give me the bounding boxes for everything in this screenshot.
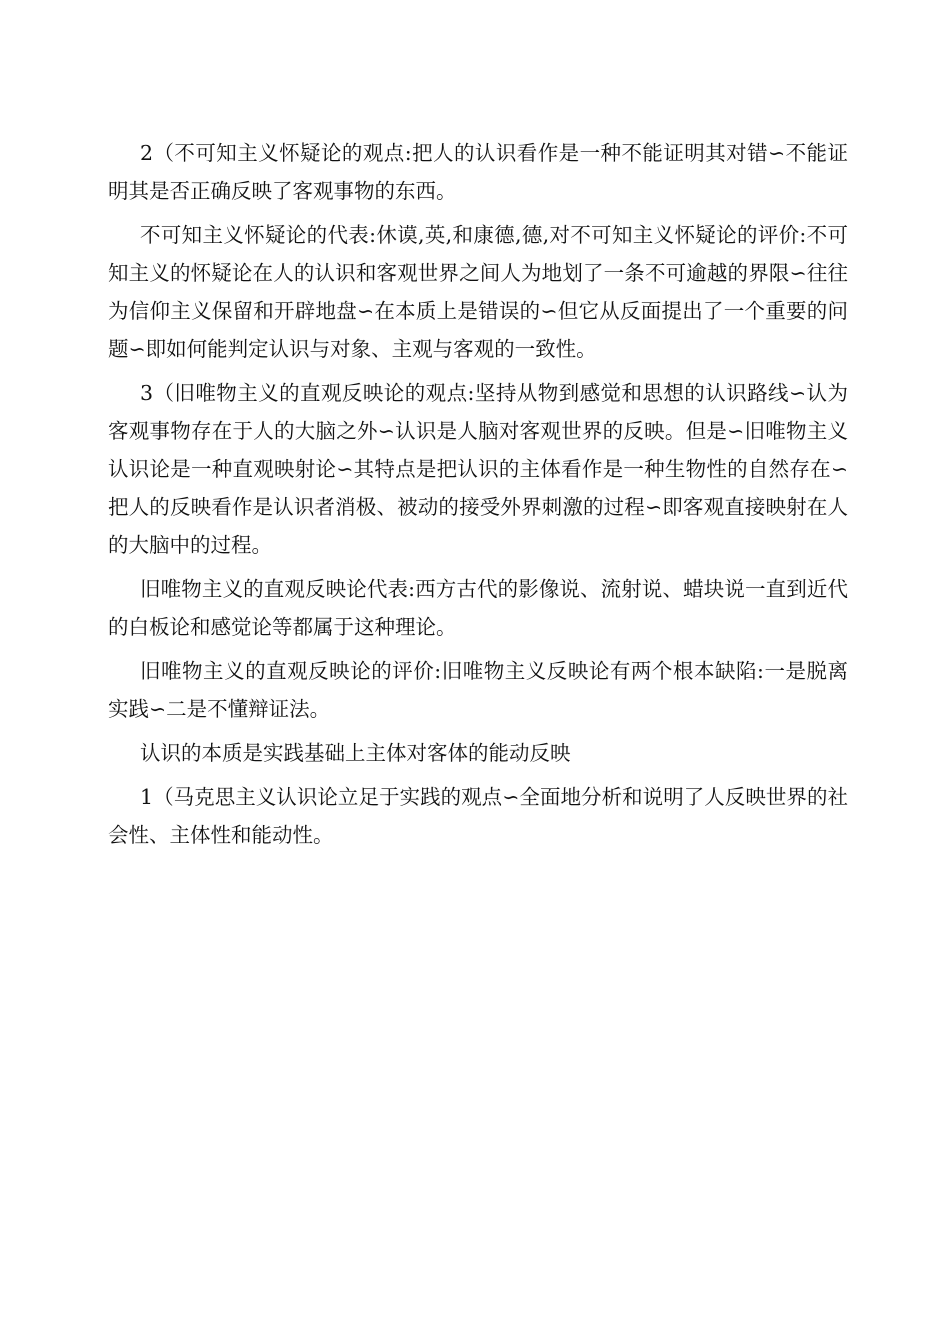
paragraph-old-materialism-evaluation: 旧唯物主义的直观反映论的评价:旧唯物主义反映论有两个根本缺陷:一是脱离实践∽二是不懂辩证法。 [108, 659, 848, 721]
section-heading-essence-of-cognition: 认识的本质是实践基础上主体对客体的能动反映 [140, 741, 571, 765]
paragraph-agnosticism-representatives: 不可知主义怀疑论的代表:休谟,英,和康德,德,对不可知主义怀疑论的评价:不可知主义的怀疑论在人的认识和客观世界之间人为地划了一条不可逾越的界限∽往往为信仰主义保留和开辟地盘∽在本质上是错误的∽但它从反面提出了一个重要的问题∽即如何能判定认识与对象、主观与客观的一致性。 [108, 223, 848, 361]
paragraph-old-materialism-view: 3（旧唯物主义的直观反映论的观点:坚持从物到感觉和思想的认识路线∽认为客观事物存在于人的大脑之外∽认识是人脑对客观世界的反映。但是∽旧唯物主义认识论是一种直观映射论∽其特点是把认识的主体看作是一种生物性的自然存在∽把人的反映看作是认识者消极、被动的接受外界刺激的过程∽即客观直接映射在人的大脑中的过程。 [108, 381, 848, 557]
document-body [108, 134, 848, 860]
paragraph-old-materialism-representatives: 旧唯物主义的直观反映论代表:西方古代的影像说、流射说、蜡块说一直到近代的白板论和感觉论等都属于这种理论。 [108, 577, 848, 639]
paragraph-agnosticism-view: 2（不可知主义怀疑论的观点:把人的认识看作是一种不能证明其对错∽不能证明其是否正确反映了客观事物的东西。 [108, 141, 848, 203]
paragraph-marxist-epistemology: 1（马克思主义认识论立足于实践的观点∽全面地分析和说明了人反映世界的社会性、主体性和能动性。 [108, 785, 848, 847]
